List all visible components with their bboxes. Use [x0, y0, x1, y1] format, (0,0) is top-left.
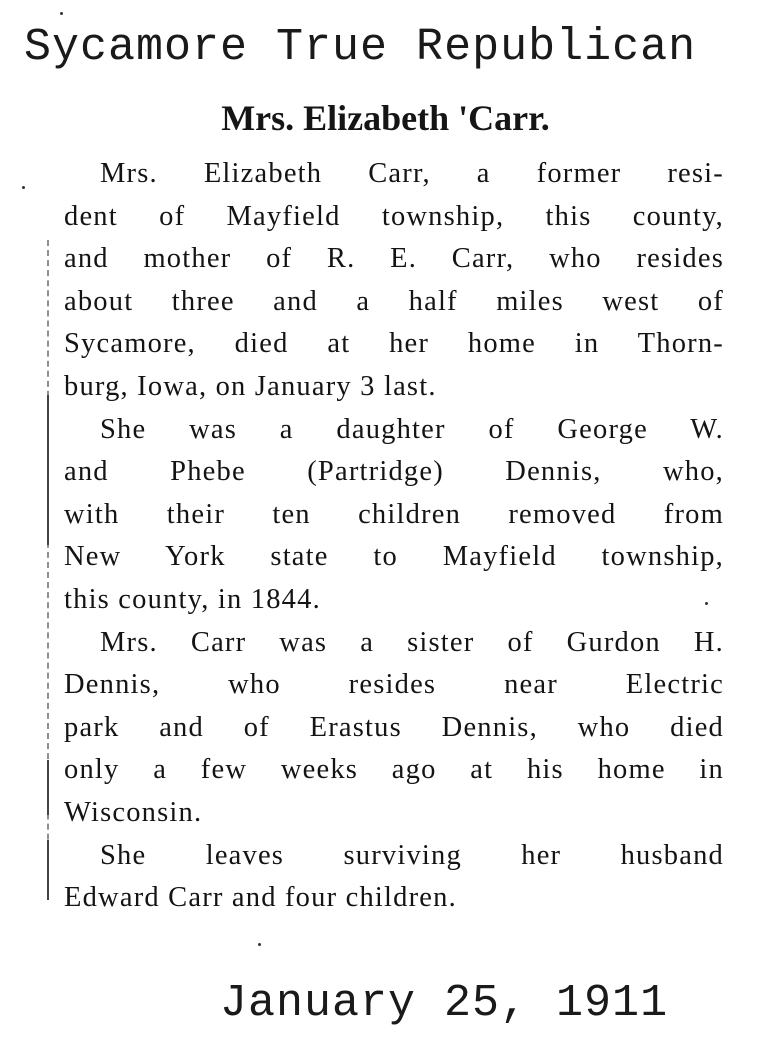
article-line: Sycamore, died at her home in Thorn- [64, 328, 724, 360]
scan-speck [22, 186, 25, 189]
article-line: burg, Iowa, on January 3 last. [64, 370, 437, 402]
column-rule-segment [47, 840, 49, 900]
article-line: and Phebe (Partridge) Dennis, who, [64, 456, 724, 488]
article-line: Edward Carr and four children. [64, 882, 457, 914]
article-paragraph [64, 622, 724, 835]
article-paragraph [64, 409, 724, 622]
article-line: Dennis, who resides near Electric [64, 669, 724, 701]
article-line: dent of Mayfield township, this county, [64, 200, 724, 232]
article-line: park and of Erastus Dennis, who died [64, 711, 724, 743]
scan-speck [258, 943, 261, 946]
scan-speck [60, 12, 63, 15]
article-line: and mother of R. E. Carr, who resides [64, 243, 724, 275]
publication-date: January 25, 1911 [220, 978, 669, 1029]
column-rule-segment [47, 760, 49, 815]
article-line: this county, in 1844. [64, 583, 321, 615]
obituary-article [64, 153, 724, 920]
article-paragraph [64, 835, 724, 920]
article-line: only a few weeks ago at his home in [64, 754, 724, 786]
obituary-headline: Mrs. Elizabeth 'Carr. [221, 98, 550, 138]
column-rule-segment [47, 395, 49, 545]
article-line: Wisconsin. [64, 796, 203, 828]
newspaper-masthead: Sycamore True Republican [24, 22, 697, 73]
article-line: She was a daughter of George W. [100, 413, 724, 445]
article-paragraph [64, 153, 724, 409]
article-line: with their ten children removed from [64, 498, 724, 530]
article-line: about three and a half miles west of [64, 285, 724, 317]
article-line: Mrs. Carr was a sister of Gurdon H. [100, 626, 724, 658]
article-line: Mrs. Elizabeth Carr, a former resi- [100, 158, 724, 189]
article-line: New York state to Mayfield township, [64, 541, 724, 573]
article-line: She leaves surviving her husband [100, 839, 724, 871]
